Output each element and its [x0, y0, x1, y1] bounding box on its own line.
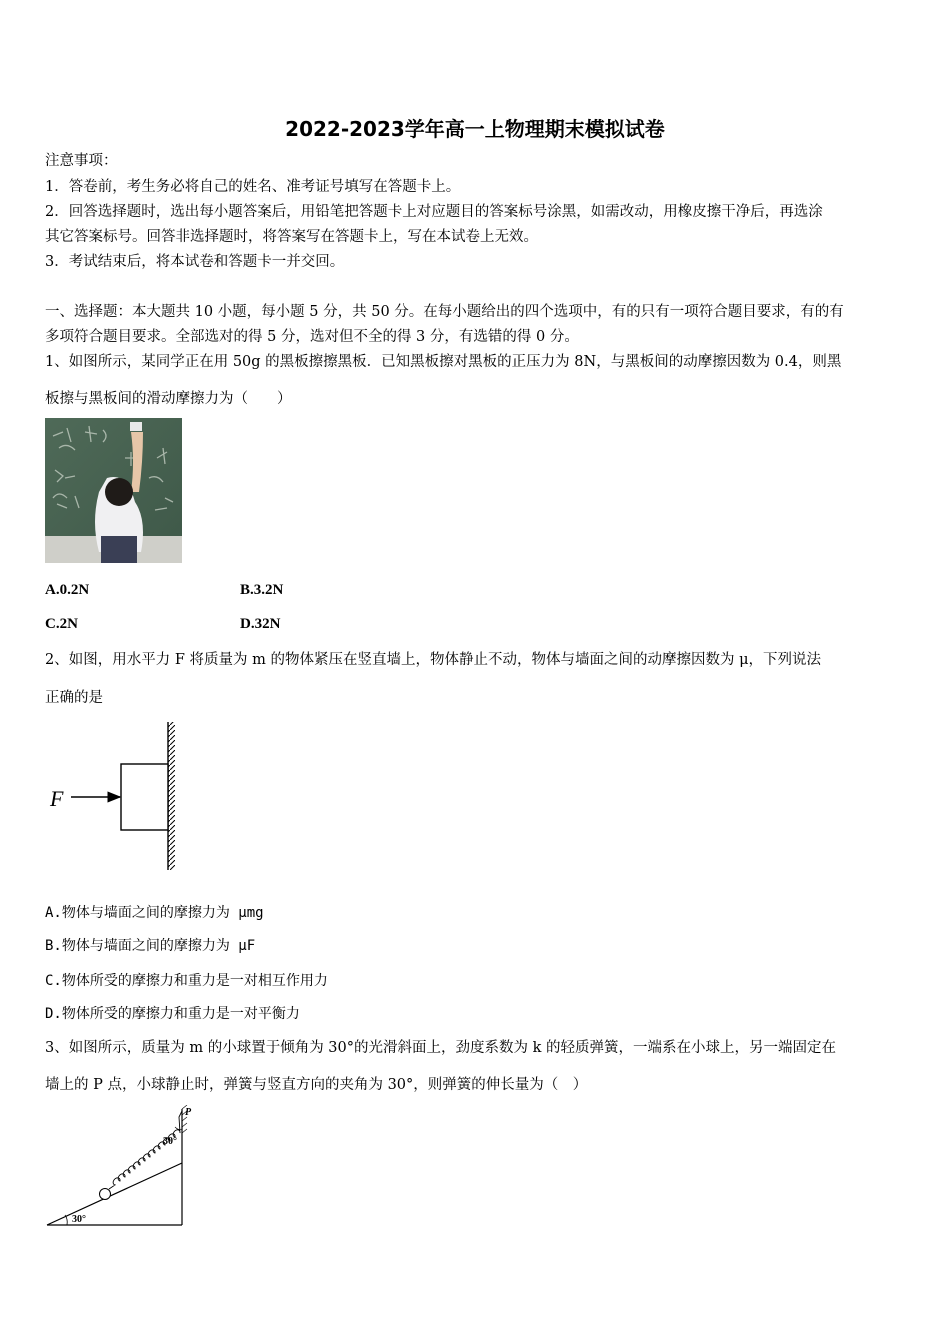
question-3-line-1: 3、如图所示，质量为 m 的小球置于倾角为 30°的光滑斜面上，劲度系数为 k 的轻质弹簧，一端系在小球上，另一端固定在	[45, 1040, 837, 1056]
section-1-line-1: 一、选择题：本大题共 10 小题，每小题 5 分，共 50 分。在每小题给出的四个选项中，有的只有一项符合题目要求，有的有	[45, 304, 844, 320]
force-label: F	[50, 786, 64, 811]
notice-item-1: 1．答卷前，考生务必将自己的姓名、准考证号填写在答题卡上。	[45, 179, 461, 195]
question-1-option-b: B.3.2N	[240, 582, 284, 598]
notice-item-2-line-2: 其它答案标号。回答非选择题时，将答案写在答题卡上，写在本试卷上无效。	[45, 229, 538, 245]
question-1-line-2: 板擦与黑板间的滑动摩擦力为（ ）	[45, 391, 292, 407]
page-title: 2022-2023学年高一上物理期末模拟试卷	[285, 117, 665, 141]
incline-spring-diagram	[45, 1105, 195, 1230]
question-2-option-d: D.物体所受的摩擦力和重力是一对平衡力	[45, 1006, 300, 1022]
question-2-option-c: C.物体所受的摩擦力和重力是一对相互作用力	[45, 973, 328, 989]
notice-heading: 注意事项：	[45, 153, 118, 169]
wall-block-diagram	[45, 720, 185, 872]
question-2-option-a: A.物体与墙面之间的摩擦力为 μmg	[45, 905, 264, 921]
question-2-line-2: 正确的是	[45, 690, 103, 706]
question-1-option-d: D.32N	[240, 616, 281, 632]
incline-angle-label: 30°	[72, 1214, 86, 1225]
spring-angle-label: 30°	[163, 1136, 177, 1147]
question-2-option-b: B.物体与墙面之间的摩擦力为 μF	[45, 938, 256, 954]
section-1-line-2: 多项符合题目要求。全部选对的得 5 分，选对但不全的得 3 分，有选错的得 0 分。	[45, 329, 579, 345]
notice-item-2-line-1: 2．回答选择题时，选出每小题答案后，用铅笔把答题卡上对应题目的答案标号涂黑，如需改动，用橡皮擦干净后，再选涂	[45, 204, 823, 220]
question-1-option-c: C.2N	[45, 616, 78, 632]
notice-item-3: 3．考试结束后，将本试卷和答题卡一并交回。	[45, 254, 345, 270]
question-1-line-1: 1、如图所示，某同学正在用 50g 的黑板擦擦黑板．已知黑板擦对黑板的正压力为 8N，与黑板间的动摩擦因数为 0.4，则黑	[45, 354, 842, 370]
point-p-label: P	[185, 1107, 192, 1118]
question-3-line-2: 墙上的 P 点，小球静止时，弹簧与竖直方向的夹角为 30°，则弹簧的伸长量为（ ）	[45, 1077, 588, 1093]
question-1-option-a: A.0.2N	[45, 582, 90, 598]
chalkboard-photo	[45, 418, 182, 563]
question-2-line-1: 2、如图，用水平力 F 将质量为 m 的物体紧压在竖直墙上，物体静止不动，物体与墙面之间的动摩擦因数为 μ，下列说法	[45, 652, 822, 668]
